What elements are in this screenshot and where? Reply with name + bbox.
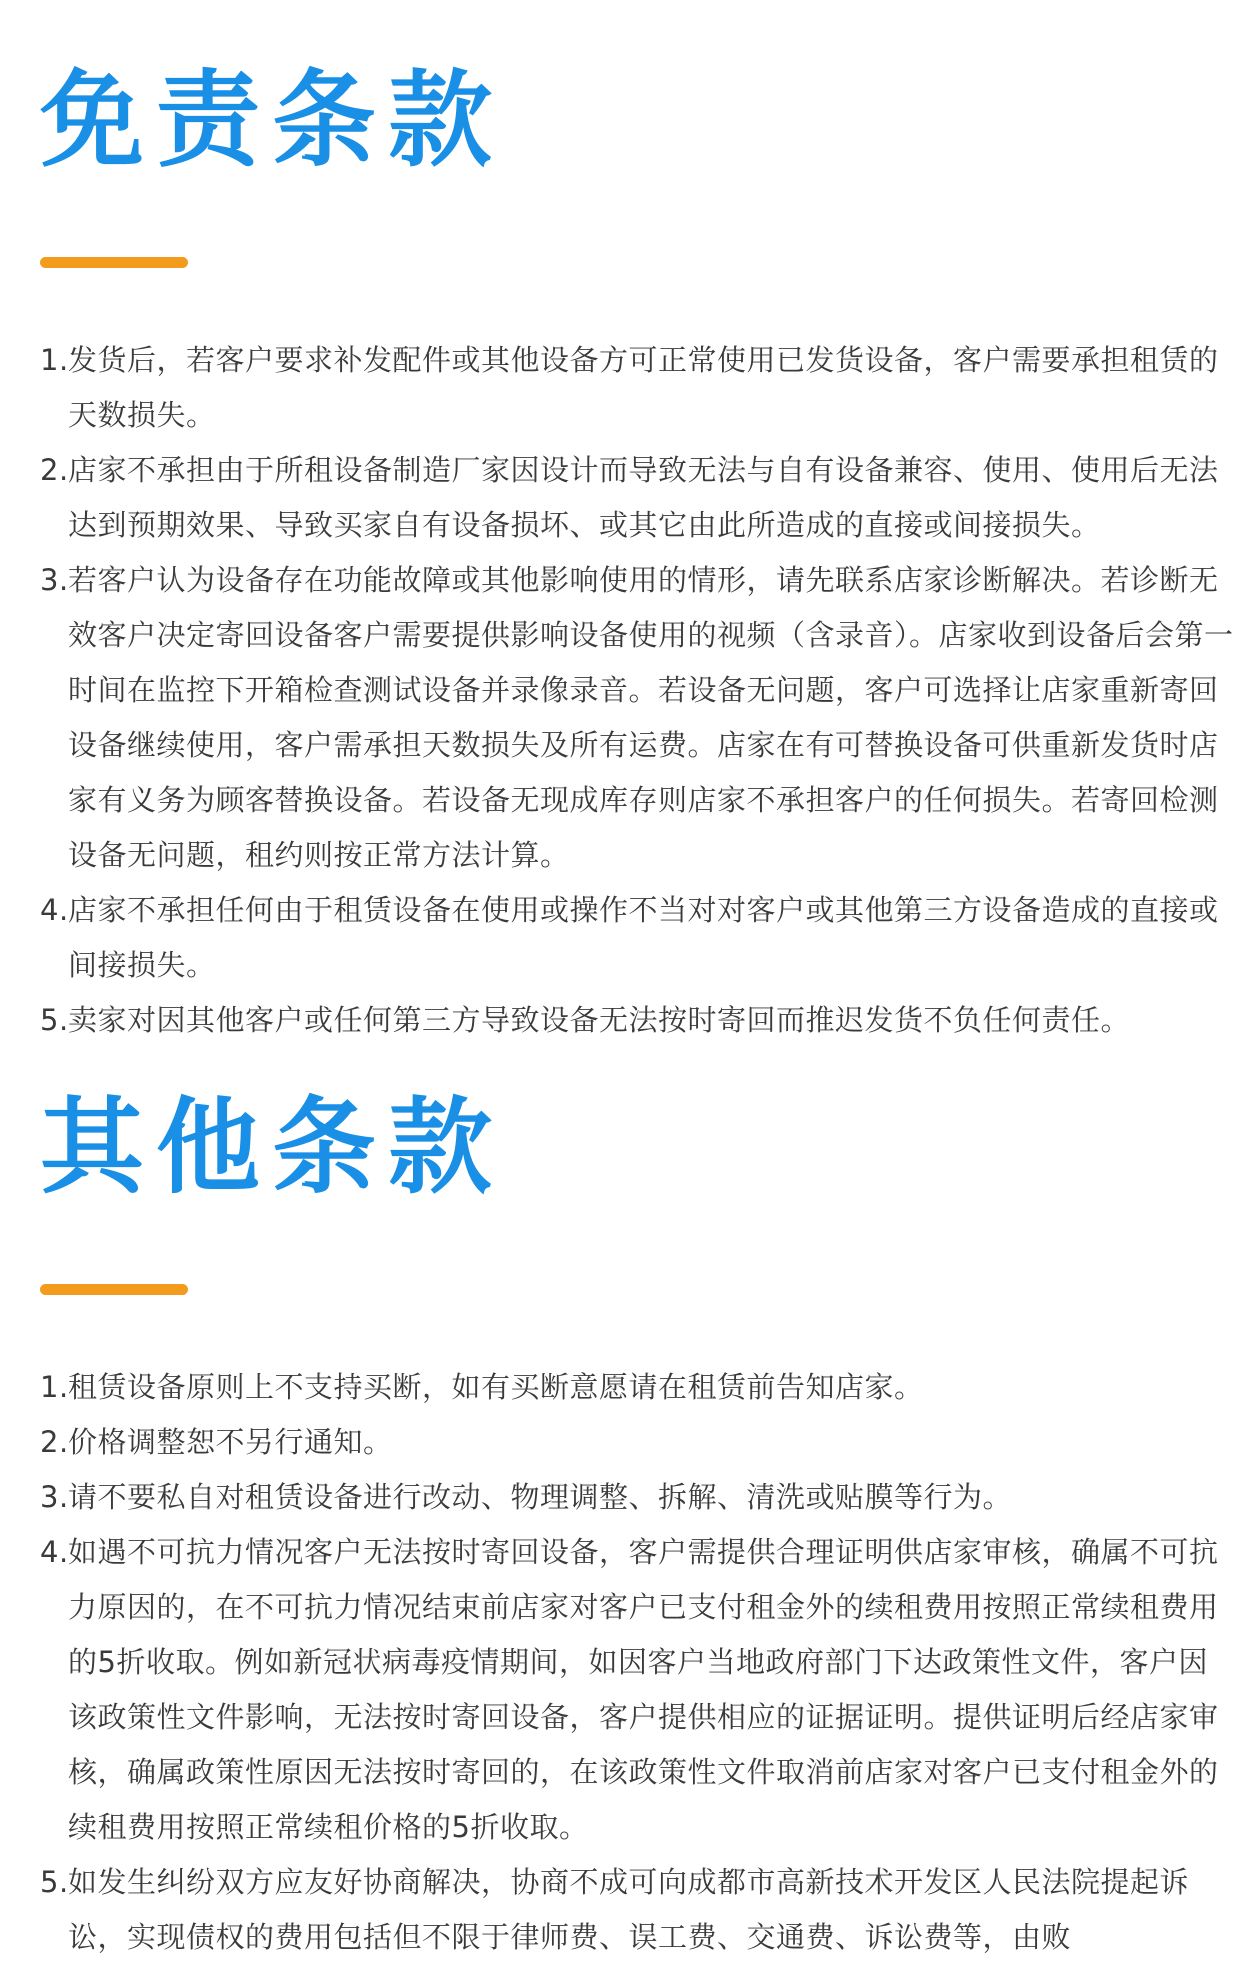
clause-number: 4. xyxy=(40,1535,69,1569)
disclaimer-clause-list xyxy=(40,333,1235,1048)
clause-number: 3. xyxy=(40,563,69,597)
disclaimer-clause-5 xyxy=(40,993,1235,1048)
clause-number: 4. xyxy=(40,893,69,927)
other-terms-section xyxy=(40,1086,1235,1965)
clause-number: 5. xyxy=(40,1865,69,1899)
clause-text: 店家不承担由于所租设备制造厂家因设计而导致无法与自有设备兼容、使用、使用后无法达到预期效果、导致买家自有设备损坏、或其它由此所造成的直接或间接损失。 xyxy=(68,453,1219,542)
disclaimer-clause-4 xyxy=(40,883,1235,993)
clause-text: 若客户认为设备存在功能故障或其他影响使用的情形，请先联系店家诊断解决。若诊断无效客户决定寄回设备客户需要提供影响设备使用的视频（含录音）。店家收到设备后会第一时间在监控下开箱检查测试设备并录像录音。若设备无问题，客户可选择让店家重新寄回设备继续使用，客户需承担天数损失及所有运费。店家在有可替换设备可供重新发货时店家有义务为顾客替换设备。若设备无现成库存则店家不承担客户的任何损失。若寄回检测设备无问题，租约则按正常方法计算。 xyxy=(68,563,1234,872)
disclaimer-title-underline xyxy=(40,257,188,268)
other-clause-3 xyxy=(40,1470,1235,1525)
clause-text: 请不要私自对租赁设备进行改动、物理调整、拆解、清洗或贴膜等行为。 xyxy=(68,1480,1013,1514)
clause-number: 1. xyxy=(40,1370,69,1404)
clause-text: 租赁设备原则上不支持买断，如有买断意愿请在租赁前告知店家。 xyxy=(68,1370,924,1404)
clause-number: 5. xyxy=(40,1003,69,1037)
other-clause-4 xyxy=(40,1525,1235,1855)
clause-text: 卖家对因其他客户或任何第三方导致设备无法按时寄回而推迟发货不负任何责任。 xyxy=(68,1003,1131,1037)
disclaimer-clause-3 xyxy=(40,553,1235,883)
clause-number: 2. xyxy=(40,1425,69,1459)
clause-number: 1. xyxy=(40,343,69,377)
clause-text: 如遇不可抗力情况客户无法按时寄回设备，客户需提供合理证明供店家审核，确属不可抗力原因的，在不可抗力情况结束前店家对客户已支付租金外的续租费用按照正常续租费用的5折收取。例如新冠状病毒疫情期间，如因客户当地政府部门下达政策性文件，客户因该政策性文件影响，无法按时寄回设备，客户提供相应的证据证明。提供证明后经店家审核，确属政策性原因无法按时寄回的，在该政策性文件取消前店家对客户已支付租金外的续租费用按照正常续租价格的5折收取。 xyxy=(68,1535,1219,1844)
disclaimer-section xyxy=(40,59,1235,1048)
clause-text: 店家不承担任何由于租赁设备在使用或操作不当对对客户或其他第三方设备造成的直接或间接损失。 xyxy=(68,893,1219,982)
other-terms-clause-list xyxy=(40,1360,1235,1965)
other-clause-1 xyxy=(40,1360,1235,1415)
clause-text: 发货后，若客户要求补发配件或其他设备方可正常使用已发货设备，客户需要承担租赁的天数损失。 xyxy=(68,343,1219,432)
clause-text: 价格调整恕不另行通知。 xyxy=(68,1425,393,1459)
disclaimer-title: 免责条款 xyxy=(40,59,505,181)
disclaimer-clause-2 xyxy=(40,443,1235,553)
other-clause-2 xyxy=(40,1415,1235,1470)
disclaimer-clause-1 xyxy=(40,333,1235,443)
clause-number: 3. xyxy=(40,1480,69,1514)
other-terms-title-underline xyxy=(40,1284,188,1295)
clause-text: 如发生纠纷双方应友好协商解决，协商不成可向成都市高新技术开发区人民法院提起诉讼，实现债权的费用包括但不限于律师费、误工费、交通费、诉讼费等，由败 xyxy=(68,1865,1190,1954)
other-terms-title: 其他条款 xyxy=(40,1086,505,1208)
clause-number: 2. xyxy=(40,453,69,487)
other-clause-5 xyxy=(40,1855,1235,1965)
